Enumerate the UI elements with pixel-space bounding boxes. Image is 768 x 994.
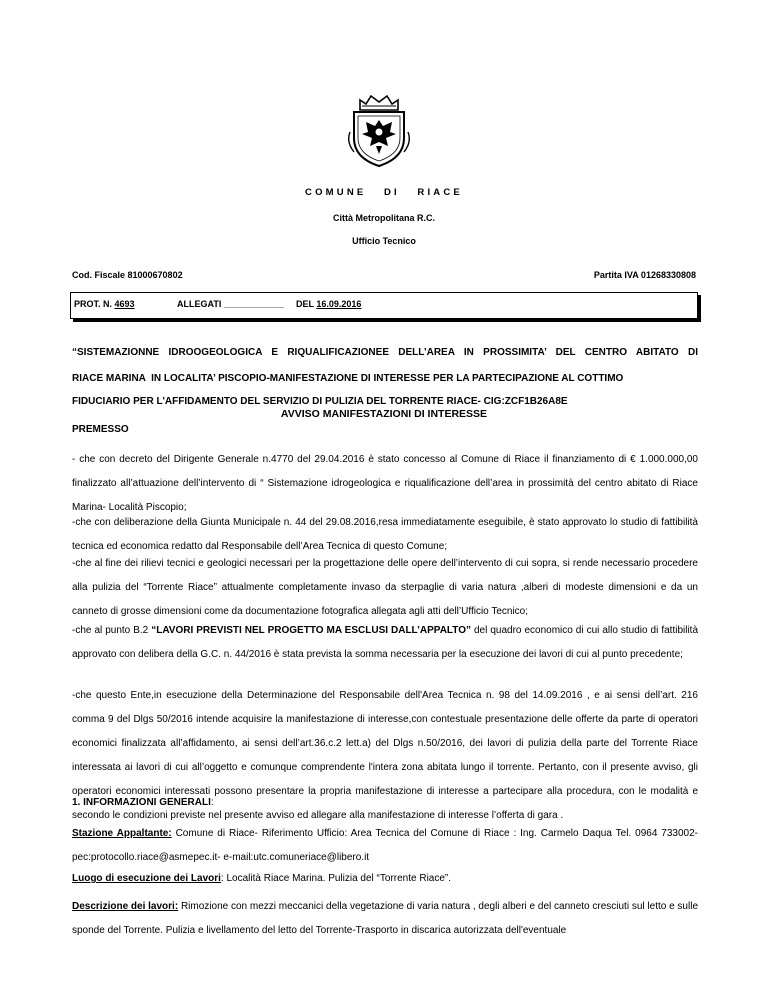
paragraph-5: -che questo Ente,in esecuzione della Determinazione del Responsabile dell'Area Tecnica n. 98 del 14.09.2016 , e ai sensi dell’art. 216 comma 9 del Dlgs 50/2016 intende acquisire la manifestazione di interesse,con contestuale presentazione delle offerte da parte di operatori economici finalizzata all’affidamento, ai sensi dell’art.36.c.2 lett.a) del Dlgs n.50/2016, dei lavori di pulizia della parte del Torrente Riace interessata ai lavori di cui all’oggetto e comunque comprendente l'intera zona abitata lungo il torrente. Pertanto, con il presente avviso, gli operatori economici interessati possono presentare la propria manifestazione di interesse a partecipare alla procedura, con le modalità e secondo le condizioni previste nel presente avviso ed allegare alla manifestazione di interesse l’offerta di gara .	[72, 690, 698, 821]
paragraph-2: -che con deliberazione della Giunta Municipale n. 44 del 29.08.2016,resa immediatamente eseguibile, è stato approvato lo studio di fattibilità tecnica ed economica redatto dal Responsabile dell’Area Tecnica di questo Comune;	[72, 517, 698, 552]
notice-title: AVVISO MANIFESTAZIONI DI INTERESSE	[280, 408, 488, 420]
subject-line-3: FIDUCIARIO PER L'AFFIDAMENTO DEL SERVIZIO DI PULIZIA DEL TORRENTE RIACE- CIG:ZCF1B26A8E	[72, 396, 568, 407]
paragraph-3: -che al fine dei rilievi tecnici e geologici necessari per la progettazione delle opere dell’intervento di cui sopra, si rende necessario procedere alla pulizia del “Torrente Riace” attualmente completamente invaso da sterpaglie di varia natura ,alberi di modeste dimensioni e da un canneto di grosse dimensioni come da documentazione fotografica allegata agli atti dell’Ufficio Tecnico;	[72, 558, 698, 617]
attachments: ALLEGATI ____________	[177, 299, 284, 309]
paragraph-4: -che al punto B.2 “LAVORI PREVISTI NEL PROGETTO MA ESCLUSI DALL’APPALTO” del quadro economico di cui allo studio di fattibilità approvato con delibera della G.C. n. 44/2016 è stata prevista la somma necessaria per la esecuzione dei lavori di cui al punto precedente;	[72, 625, 699, 660]
protocol-date: DEL 16.09.2016	[296, 299, 362, 309]
work-description: Descrizione dei lavori: Rimozione con mezzi meccanici della vegetazione di varia natura , degli alberi e del canneto cresciuti sul letto e sulle sponde del Torrente. Pulizia e livellamento del letto del Torrente-Trasporto in discarica autorizzata dell'eventuale	[72, 901, 699, 936]
metropolitan-city: Città Metropolitana R.C.	[332, 213, 435, 223]
premesso-heading: PREMESSO	[72, 424, 129, 435]
municipality-name: COMUNE DI RIACE	[305, 187, 463, 198]
protocol-number: PROT. N. 4693	[74, 299, 135, 309]
paragraph-1: - che con decreto del Dirigente Generale n.4770 del 29.04.2016 è stato concesso al Comune di Riace il finanziamento di € 1.000.000,00 finalizzato all’attuazione dell’intervento di “ Sistemazione idrogeologica e riqualificazione dell’area in prossimità del centro abitato di Riace Marina- Località Piscopio;	[72, 454, 698, 513]
section-1-heading: 1. INFORMAZIONI GENERALI:	[72, 797, 214, 808]
coat-of-arms-icon	[346, 92, 412, 168]
office-name: Ufficio Tecnico	[352, 236, 416, 246]
work-location: Luogo di esecuzione dei Lavori: Località Riace Marina. Pulizia del “Torrente Riace”.	[72, 873, 452, 884]
tax-code: Cod. Fiscale 81000670802	[72, 270, 183, 280]
subject-line-1: “SISTEMAZIONNE IDROOGEOLOGICA E RIQUALIFICAZIONEE DELL’AREA IN PROSSIMITA’ DEL CENTRO ABITATO DI	[72, 347, 698, 358]
subject-line-2: RIACE MARINA IN LOCALITA’ PISCOPIO-MANIFESTAZIONE DI INTERESSE PER LA PARTECIPAZIONE AL COTTIMO	[72, 373, 624, 384]
protocol-box	[70, 292, 698, 319]
vat-number: Partita IVA 01268330808	[593, 270, 696, 280]
contracting-station: Stazione Appaltante: Comune di Riace- Riferimento Ufficio: Area Tecnica del Comune di Riace : Ing. Carmelo Daqua Tel. 0964 733002- pec:protocollo.riace@asmepec.it- e-mail:utc.comuneriace@libero.it	[72, 828, 698, 863]
